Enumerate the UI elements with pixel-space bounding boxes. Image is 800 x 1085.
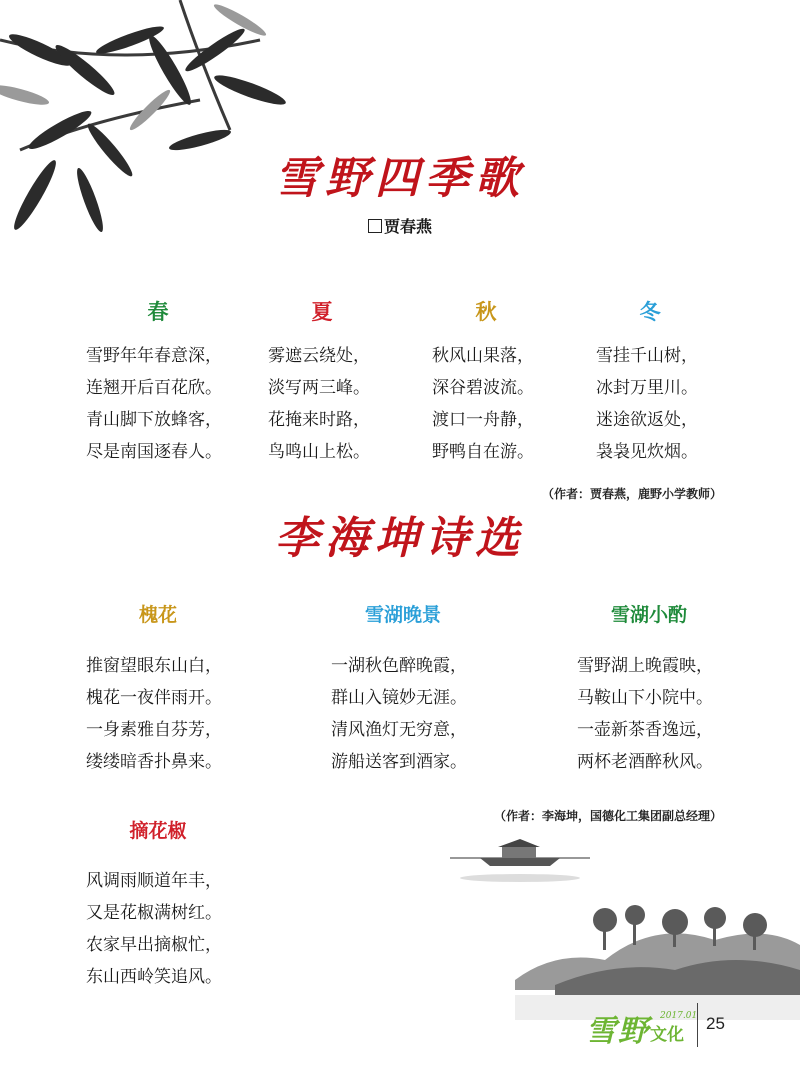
verse-line: 槐花一夜伴雨开。 [86, 688, 222, 708]
verse-line: 青山脚下放蜂客， [86, 410, 222, 430]
poem-xuehu-wanjing-verse [331, 650, 467, 778]
verse-line: 农家早出摘椒忙， [86, 935, 222, 955]
verse-line: 雪挂千山树， [596, 346, 698, 366]
verse-line: 群山入镜妙无涯。 [331, 688, 467, 708]
verse-line: 淡写两三峰。 [268, 378, 370, 398]
page-divider [697, 1003, 698, 1047]
season-summer-heading: 夏 [311, 299, 333, 324]
verse-line: 鸟鸣山上松。 [268, 442, 370, 462]
poem2-credit: （作者：李海坤，国德化工集团副总经理） [493, 809, 722, 823]
verse-line: 一壶新茶香逸远， [577, 720, 713, 740]
verse-line: 马鞍山下小院中。 [577, 688, 713, 708]
verse-line: 野鸭自在游。 [432, 442, 534, 462]
season-winter-heading: 冬 [639, 299, 661, 324]
season-spring-heading: 春 [147, 299, 169, 324]
poem-zhaihuajiao-verse [86, 865, 222, 993]
season-winter-verse [596, 340, 698, 468]
page-number: 25 [706, 1014, 725, 1033]
verse-line: 冰封万里川。 [596, 378, 698, 398]
verse-line: 雪野湖上晚霞映， [577, 656, 713, 676]
poem1-author-name: 贾春燕 [383, 217, 432, 236]
verse-line: 雪野年年春意深， [86, 346, 222, 366]
season-summer-verse [268, 340, 370, 468]
poem1-author [0, 214, 800, 237]
verse-line: 雾遮云绕处， [268, 346, 370, 366]
verse-line: 迷途欲返处， [596, 410, 698, 430]
verse-line: 又是花椒满树红。 [86, 903, 222, 923]
poem1-credit: （作者：贾春燕，鹿野小学教师） [541, 487, 722, 501]
verse-line: 一湖秋色醉晚霞， [331, 656, 467, 676]
square-icon [368, 219, 382, 233]
verse-line: 风调雨顺道年丰， [86, 871, 222, 891]
season-autumn-verse [432, 340, 534, 468]
magazine-logo: 雪野 [586, 1014, 650, 1049]
verse-line: 深谷碧波流。 [432, 378, 534, 398]
season-spring-verse [86, 340, 222, 468]
poem2-title: 李海坤诗选 [275, 513, 525, 564]
poem-zhaihuajiao-heading: 摘花椒 [129, 820, 187, 842]
verse-line: 袅袅见炊烟。 [596, 442, 698, 462]
verse-line: 清风渔灯无穷意， [331, 720, 467, 740]
landscape-illustration [515, 890, 800, 1020]
verse-line: 连翘开后百花欣。 [86, 378, 222, 398]
verse-line: 推窗望眼东山白， [86, 656, 222, 676]
issue-date: 2017.01 [660, 1011, 698, 1021]
verse-line: 秋风山果落， [432, 346, 534, 366]
verse-line: 一身素雅自芬芳， [86, 720, 222, 740]
verse-line: 游船送客到酒家。 [331, 752, 467, 772]
verse-line: 缕缕暗香扑鼻来。 [86, 752, 222, 772]
verse-line: 尽是南国逐春人。 [86, 442, 222, 462]
verse-line: 渡口一舟静， [432, 410, 534, 430]
verse-line: 花掩来时路， [268, 410, 370, 430]
poem-xuehu-xiaozhuo-verse [577, 650, 713, 778]
poem-huaihua-heading: 槐花 [138, 604, 177, 626]
poem-xuehu-wanjing-heading: 雪湖晚景 [364, 604, 441, 626]
magazine-name: 文化 [650, 1025, 684, 1045]
boat-illustration [440, 830, 600, 890]
poem-xuehu-xiaozhuo-heading: 雪湖小酌 [610, 604, 687, 626]
verse-line: 两杯老酒醉秋风。 [577, 752, 713, 772]
poem1-title: 雪野四季歌 [275, 153, 525, 204]
poem-huaihua-verse [86, 650, 222, 778]
season-autumn-heading: 秋 [475, 299, 497, 324]
verse-line: 东山西岭笑追风。 [86, 967, 222, 987]
